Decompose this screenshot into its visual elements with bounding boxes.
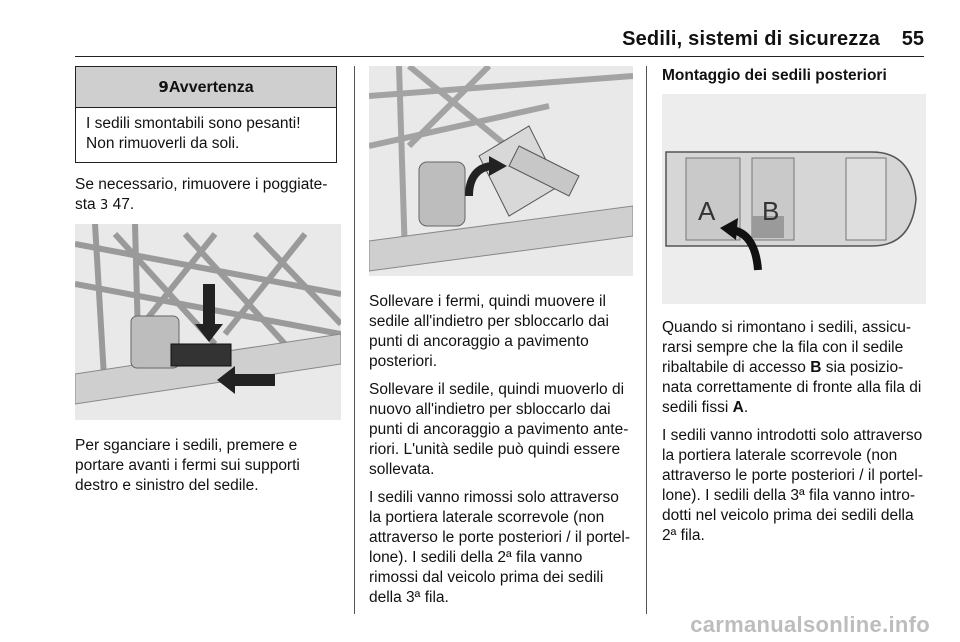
column-divider-2 — [646, 66, 647, 614]
lift-latch-illustration — [369, 66, 633, 276]
page-title: Sedili, sistemi di sicurezza — [622, 28, 880, 50]
column-divider-1 — [354, 66, 355, 614]
column-1 — [75, 66, 341, 504]
cross-reference-icon[interactable]: 3 — [99, 198, 109, 213]
warning-header — [76, 67, 336, 108]
paragraph-lift-latches: Sollevare i fermi, quindi muovere il sedile all'indietro per sbloccarlo dai punti di ancoraggio a pavimento posteriori. — [369, 293, 609, 370]
paragraph-lift-seat: Sollevare il sedile, quindi muoverlo di nuovo all'indietro per sbloccarlo dai punti di ancoraggio a pavimento ante-riori. L'unità sedile può quindi essere sollevata. — [369, 381, 629, 478]
paragraph-removal-door: I sedili vanno rimossi solo attraverso la portiera laterale scorrevole (non attraverso le porte posteriori / il portel-lone). I sedili della 2ª fila vanno rimossi dal veicolo prima dei sedili della 3ª fila. — [369, 489, 631, 606]
warning-title: Avvertenza — [168, 79, 254, 96]
seat-label-a: A — [698, 196, 716, 226]
figure-caption-release: Per sganciare i sedili, premere e portare avanti i fermi sui supporti destro e sinistro del sedile. — [75, 437, 300, 494]
paragraph-refit-door: I sedili vanno introdotti solo attraverso la portiera laterale scorrevole (non attraverso le porte posteriori / il portel-lone). I sedili della 3ª fila vanno intro-dotti nel veicolo prima dei sedili della 2ª fila. — [662, 427, 924, 544]
warning-icon: 9 — [158, 78, 169, 96]
seat-label-b: B — [762, 196, 780, 226]
section-heading: Montaggio dei sedili posteriori — [662, 67, 887, 84]
seat-layout-illustration — [662, 94, 926, 304]
figure-seat-layout — [662, 94, 926, 304]
paragraph-refit-order: Quando si rimontano i sedili, assicu-rarsi sempre che la fila con il sedile ribaltabile di accesso B sia posizio-nata correttamente di fronte alla fila di sedili fissi A. — [662, 319, 922, 416]
warning-box — [75, 66, 337, 163]
paragraph-headrests: Se necessario, rimuovere i poggiate-sta 3 47. — [75, 176, 328, 213]
figure-lift-latch — [369, 66, 633, 276]
column-2 — [369, 66, 633, 616]
warning-text: I sedili smontabili sono pesanti! Non rimuoverli da soli. — [86, 115, 301, 152]
column-3 — [662, 66, 926, 554]
release-latch-illustration — [75, 224, 341, 420]
header-rule — [75, 56, 924, 57]
page-number: 55 — [901, 28, 924, 50]
watermark: carmanualsonline.info — [690, 612, 930, 637]
figure-release-latch — [75, 224, 341, 420]
